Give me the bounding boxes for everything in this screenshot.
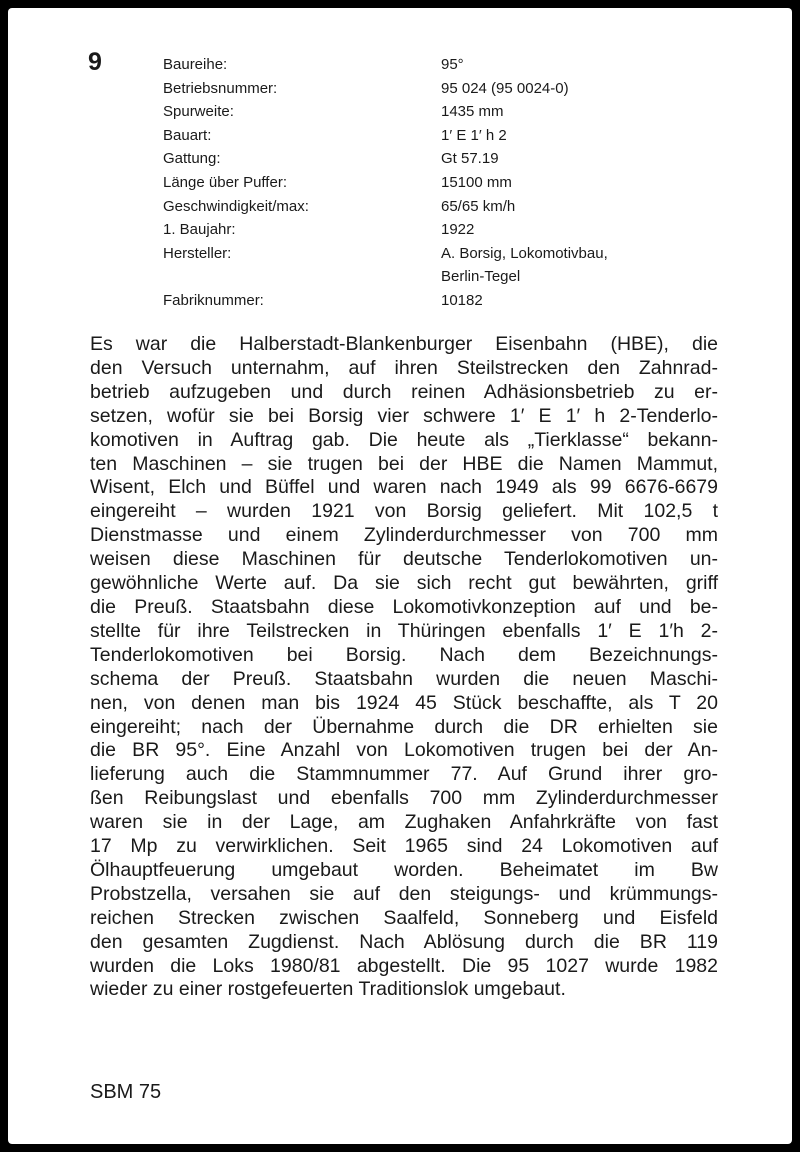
spec-value: 1′ E 1′ h 2 — [441, 126, 507, 144]
spec-label: Spurweite: — [163, 103, 234, 121]
spec-row-baujahr — [163, 218, 723, 242]
text-line: eingereiht – wurden 1921 von Borsig geliefert. Mit 102,5 t — [90, 500, 718, 523]
spec-row-gattung — [163, 147, 723, 171]
text-line: Ölhauptfeuerung umgebaut worden. Beheimatet im Bw — [90, 858, 718, 881]
spec-row-spurweite — [163, 100, 723, 124]
spec-value: 65/65 km/h — [441, 197, 516, 215]
text-line: lieferung auch die Stammnummer 77. Auf Grund ihrer gro- — [90, 763, 718, 786]
text-line: schema der Preuß. Staatsbahn wurden die neuen Maschi- — [90, 667, 718, 690]
spec-row-betriebsnummer — [163, 77, 723, 101]
spec-label: 1. Baujahr: — [163, 221, 236, 239]
info-card — [8, 8, 792, 1144]
spec-value: Gt 57.19 — [441, 150, 499, 168]
text-line: Probstzella, versahen sie auf den steigungs- und krümmungs- — [90, 882, 718, 905]
spec-row-laenge — [163, 171, 723, 195]
spec-label: Bauart: — [163, 126, 212, 144]
spec-row-bauart — [163, 124, 723, 148]
text-line: reichen Strecken zwischen Saalfeld, Sonneberg und Eisfeld — [90, 906, 718, 929]
spec-label: Länge über Puffer: — [163, 173, 287, 191]
spec-row-geschwindigkeit — [163, 195, 723, 219]
spec-label: Gattung: — [163, 150, 221, 168]
text-line: den gesamten Zugdienst. Nach Ablösung durch die BR 119 — [90, 930, 718, 953]
description-paragraph — [90, 333, 718, 1002]
text-line: Tenderlokomotiven bei Borsig. Nach dem Bezeichnungs- — [90, 643, 718, 666]
spec-label: Hersteller: — [163, 244, 232, 262]
text-line: eingereiht; nach der Übernahme durch die DR erhielten sie — [90, 715, 718, 738]
spec-value: 1922 — [441, 221, 475, 239]
spec-value: 1435 mm — [441, 103, 504, 121]
text-line: wieder zu einer rostgefeuerten Traditionslok umgebaut. — [90, 978, 566, 1001]
spec-table — [163, 53, 723, 313]
spec-row-fabriknummer — [163, 289, 723, 313]
spec-value: 10182 — [441, 291, 483, 309]
text-line: betrieb aufzugeben und durch reinen Adhäsionsbetrieb zu er- — [90, 380, 718, 403]
text-line: weisen diese Maschinen für deutsche Tenderlokomotiven un- — [90, 548, 718, 571]
text-line: ten Maschinen – sie trugen bei der HBE die Namen Mammut, — [90, 452, 718, 475]
text-line: die BR 95°. Eine Anzahl von Lokomotiven trugen bei der An- — [90, 739, 718, 762]
text-line: 17 Mp zu verwirklichen. Seit 1965 sind 24 Lokomotiven auf — [90, 835, 718, 858]
spec-row-baureihe — [163, 53, 723, 77]
text-line: den Versuch unternahm, auf ihren Steilstrecken den Zahnrad- — [90, 356, 718, 379]
spec-label: Geschwindigkeit/max: — [163, 197, 309, 215]
text-line: wurden die Loks 1980/81 abgestellt. Die 95 1027 wurde 1982 — [90, 954, 718, 977]
text-line: Dienstmasse und einem Zylinderdurchmesser von 700 mm — [90, 524, 718, 547]
text-line: die Preuß. Staatsbahn diese Lokomotivkonzeption auf und be- — [90, 595, 718, 618]
text-line: Es war die Halberstadt-Blankenburger Eisenbahn (HBE), die — [90, 333, 718, 355]
footer-code: SBM 75 — [90, 1081, 162, 1103]
text-line: ßen Reibungslast und ebenfalls 700 mm Zylinderdurchmesser — [90, 787, 718, 810]
spec-row-hersteller — [163, 242, 723, 289]
text-line: setzen, wofür sie bei Borsig vier schwere 1′ E 1′ h 2-Tenderlo- — [90, 404, 718, 427]
spec-value: 95° — [441, 56, 464, 73]
spec-label: Baureihe: — [163, 56, 228, 73]
spec-value: 95 024 (95 0024-0) — [441, 79, 569, 97]
text-line: Wisent, Elch und Büffel und waren nach 1949 als 99 6676-6679 — [90, 476, 718, 499]
text-line: waren sie in der Lage, am Zughaken Anfahrkräfte von fast — [90, 811, 718, 834]
spec-label: Fabriknummer: — [163, 291, 264, 309]
text-line: komotiven in Auftrag gab. Die heute als „Tierklasse“ bekann- — [90, 428, 718, 451]
spec-value: 15100 mm — [441, 173, 512, 191]
spec-value: A. Borsig, Lokomotivbau, Berlin-Tegel — [441, 244, 608, 286]
text-line: nen, von denen man bis 1924 45 Stück beschaffte, als T 20 — [90, 691, 718, 714]
card-number: 9 — [88, 48, 102, 76]
text-line: stellte für ihre Teilstrecken in Thüringen ebenfalls 1′ E 1′h 2- — [90, 619, 718, 642]
spec-label: Betriebsnummer: — [163, 79, 278, 97]
text-line: gewöhnliche Werte auf. Da sie sich recht gut bewährten, griff — [90, 572, 718, 595]
